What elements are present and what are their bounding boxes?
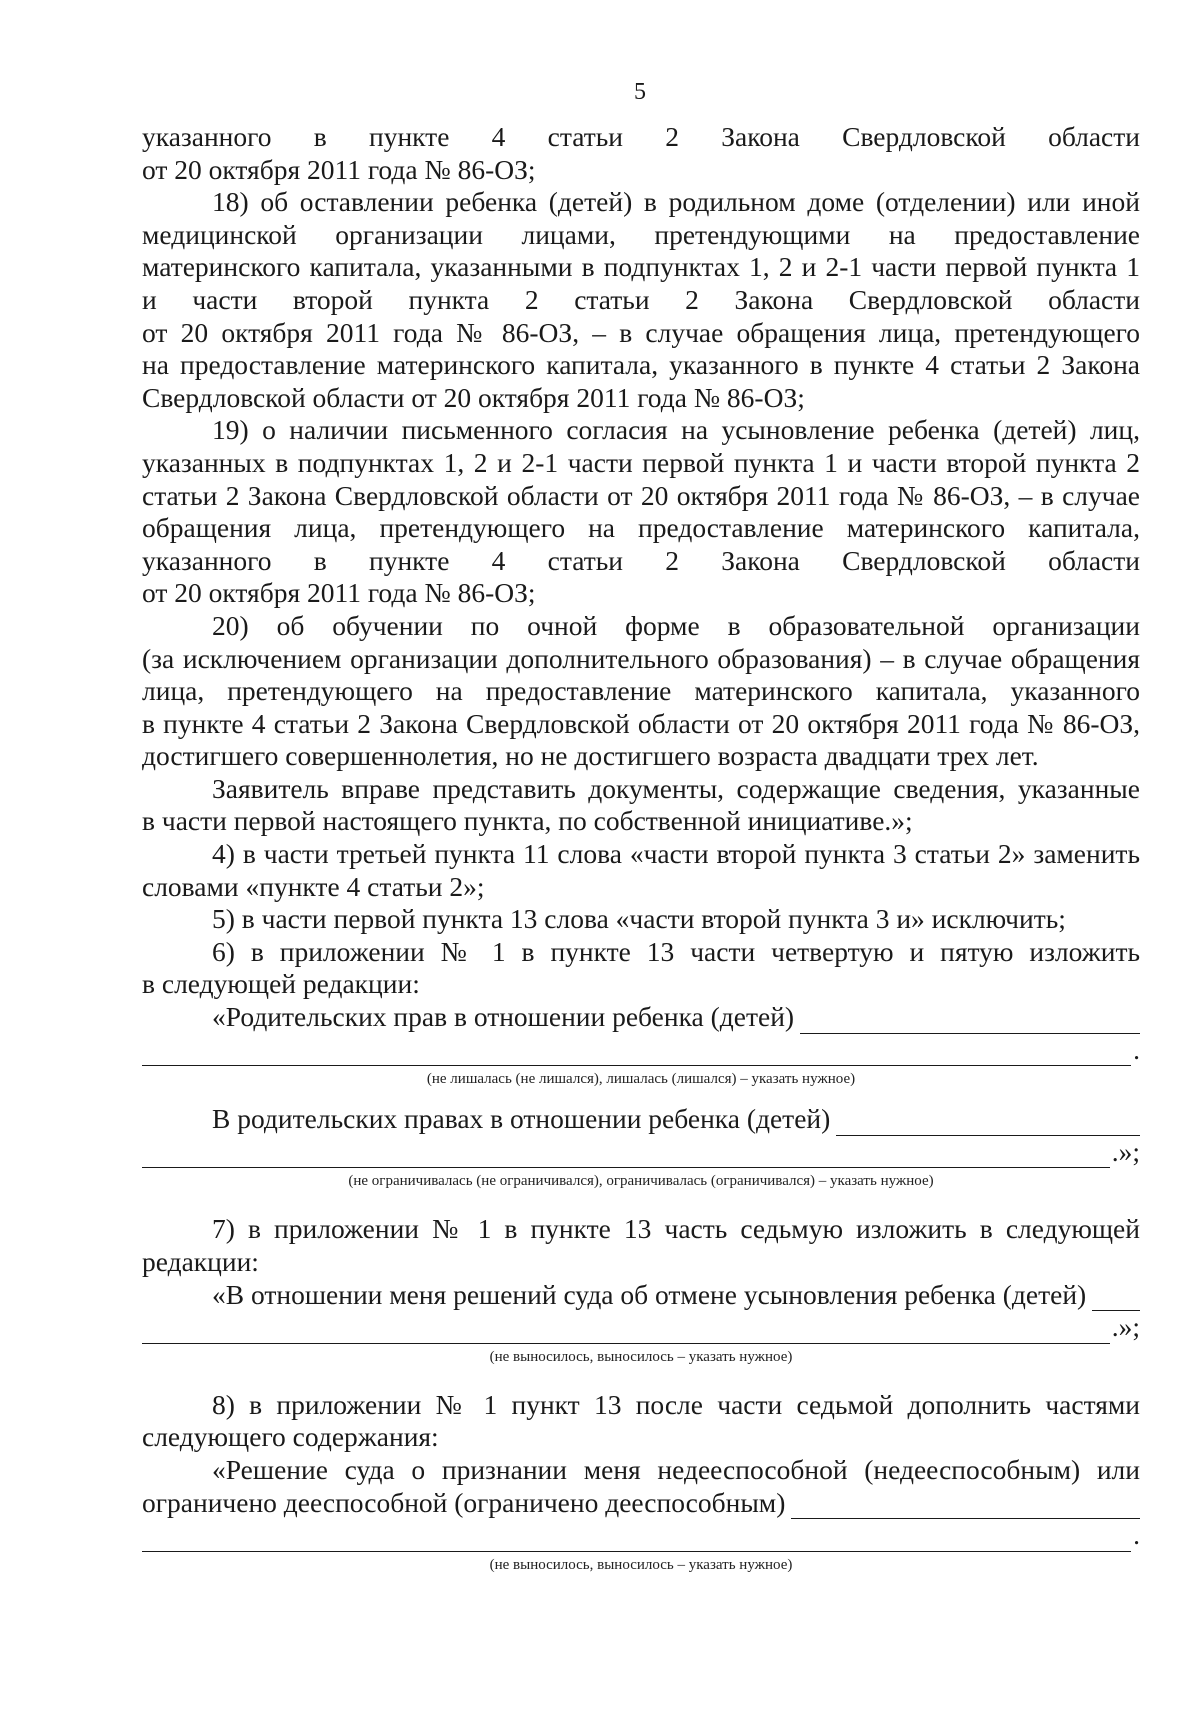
text-line: 4) в части третьей пункта 11 слова «части второй пункта 3 статьи 2» заменить [212, 838, 1140, 870]
text-line: «Решение суда о признании меня недееспособной (недееспособным) или [212, 1453, 1140, 1485]
text-line: 7) в приложении № 1 в пункте 13 часть седьмую изложить в следующей [212, 1213, 1140, 1245]
form-field-parental-rights-continuation [142, 1034, 1140, 1067]
form-field-adoption-cancellation-continuation [142, 1311, 1140, 1344]
text-line: 18) об оставлении ребенка (детей) в родильном доме (отделении) или иной [212, 186, 1140, 218]
item-18 [142, 186, 1140, 414]
page-number: 5 [634, 79, 646, 105]
form-field-incapacity-continuation [142, 1519, 1140, 1552]
form-field-incapacity [142, 1454, 1140, 1487]
form-hint: (не ограничивалась (не ограничивался), ограничивалась (ограничивался) – указать нужное) [348, 1173, 934, 1190]
form-field-adoption-cancellation [142, 1279, 1140, 1312]
document-body [142, 121, 1140, 1575]
text-line: (за исключением организации дополнительного образования) – в случае обращения [142, 642, 1140, 674]
text-line: в пункте 4 статьи 2 Закона Свердловской области от 20 октября 2011 года № 86-ОЗ, [142, 707, 1140, 739]
form-hint: (не выносилось, выносилось – указать нужное) [489, 1348, 793, 1365]
text-line: следующего содержания: [142, 1421, 439, 1453]
blank-line [836, 1111, 1140, 1136]
blank-line [142, 1041, 1131, 1066]
form-label: «Родительских прав в отношении ребенка (детей) [212, 1001, 795, 1033]
text-line: указанного в пункте 4 статьи 2 Закона Свердловской области [142, 544, 1140, 576]
text-line: 20) об обучении по очной форме в образовательной организации [212, 609, 1140, 641]
blank-line [1092, 1286, 1140, 1311]
form-label: В родительских правах в отношении ребенка (детей) [212, 1103, 831, 1135]
paragraph-continuation [142, 121, 1140, 186]
text-line: редакции: [142, 1246, 259, 1277]
text-line: Заявитель вправе представить документы, содержащие сведения, указанные [212, 772, 1140, 804]
text-line: от 20 октября 2011 года № 86-ОЗ; [142, 577, 536, 609]
form-hint: (не лишалась (не лишался), лишалась (лишался) – указать нужное) [426, 1071, 856, 1088]
text-line: словами «пункте 4 статьи 2»; [142, 870, 485, 902]
text-line: Свердловской области от 20 октября 2011 года № 86-ОЗ; [142, 381, 805, 413]
blank-line [142, 1143, 1110, 1168]
text-line: статьи 2 Закона Свердловской области от 20 октября 2011 года № 86-ОЗ, – в случае [142, 479, 1140, 511]
form-end-punctuation: .»; [1111, 1135, 1140, 1167]
form-end-punctuation: . [1133, 1519, 1140, 1551]
item-20 [142, 610, 1140, 773]
text-line: 5) в части первой пункта 13 слова «части второй пункта 3 и» исключить; [212, 903, 1066, 935]
form-field-parental-restriction [142, 1103, 1140, 1136]
blank-line [142, 1319, 1110, 1344]
item-7 [142, 1213, 1140, 1278]
applicant-paragraph [142, 773, 1140, 838]
text-line: и части второй пункта 2 статьи 2 Закона Свердловской области [142, 283, 1140, 315]
blank-line [791, 1494, 1140, 1519]
form-label: ограничено дееспособной (ограничено дееспособным) [142, 1486, 786, 1518]
text-line: материнского капитала, указанными в подпунктах 1, 2 и 2-1 части первой пункта 1 [142, 251, 1140, 283]
text-line: в части первой настоящего пункта, по собственной инициативе.»; [142, 805, 913, 837]
text-line: на предоставление материнского капитала, указанного в пункте 4 статьи 2 Закона [142, 349, 1140, 381]
text-line: 8) в приложении № 1 пункт 13 после части седьмой дополнить частями [212, 1388, 1140, 1420]
form-field-incapacity-line [142, 1487, 1140, 1520]
item-6 [142, 936, 1140, 1001]
item-19 [142, 414, 1140, 610]
text-line: от 20 октября 2011 года № 86-ОЗ; [142, 153, 536, 185]
blank-line [142, 1527, 1131, 1552]
text-line: медицинской организации лицами, претендующими на предоставление [142, 218, 1140, 250]
text-line: указанных в подпунктах 1, 2 и 2-1 части первой пункта 1 и части второй пункта 2 [142, 446, 1140, 478]
form-field-parental-rights [142, 1001, 1140, 1034]
text-line: указанного в пункте 4 статьи 2 Закона Свердловской области [142, 121, 1140, 152]
item-4 [142, 838, 1140, 903]
form-label: «В отношении меня решений суда об отмене усыновления ребенка (детей) [212, 1278, 1087, 1310]
form-field-parental-restriction-continuation [142, 1136, 1140, 1169]
item-5 [142, 903, 1140, 936]
text-line: достигшего совершеннолетия, но не достигшего возраста двадцати трех лет. [142, 740, 1039, 772]
text-line: лица, претендующего на предоставление материнского капитала, указанного [142, 675, 1140, 707]
item-8 [142, 1389, 1140, 1454]
text-line: 19) о наличии письменного согласия на усыновление ребенка (детей) лиц, [212, 414, 1140, 446]
text-line: в следующей редакции: [142, 968, 420, 1000]
blank-line [800, 1009, 1140, 1034]
text-line: 6) в приложении № 1 в пункте 13 части четвертую и пятую изложить [212, 935, 1140, 967]
form-end-punctuation: .»; [1111, 1311, 1140, 1343]
form-end-punctuation: . [1133, 1033, 1140, 1065]
text-line: от 20 октября 2011 года № 86-ОЗ, – в случае обращения лица, претендующего [142, 316, 1140, 348]
form-hint: (не выносилось, выносилось – указать нужное) [489, 1556, 793, 1573]
text-line: обращения лица, претендующего на предоставление материнского капитала, [142, 512, 1140, 544]
